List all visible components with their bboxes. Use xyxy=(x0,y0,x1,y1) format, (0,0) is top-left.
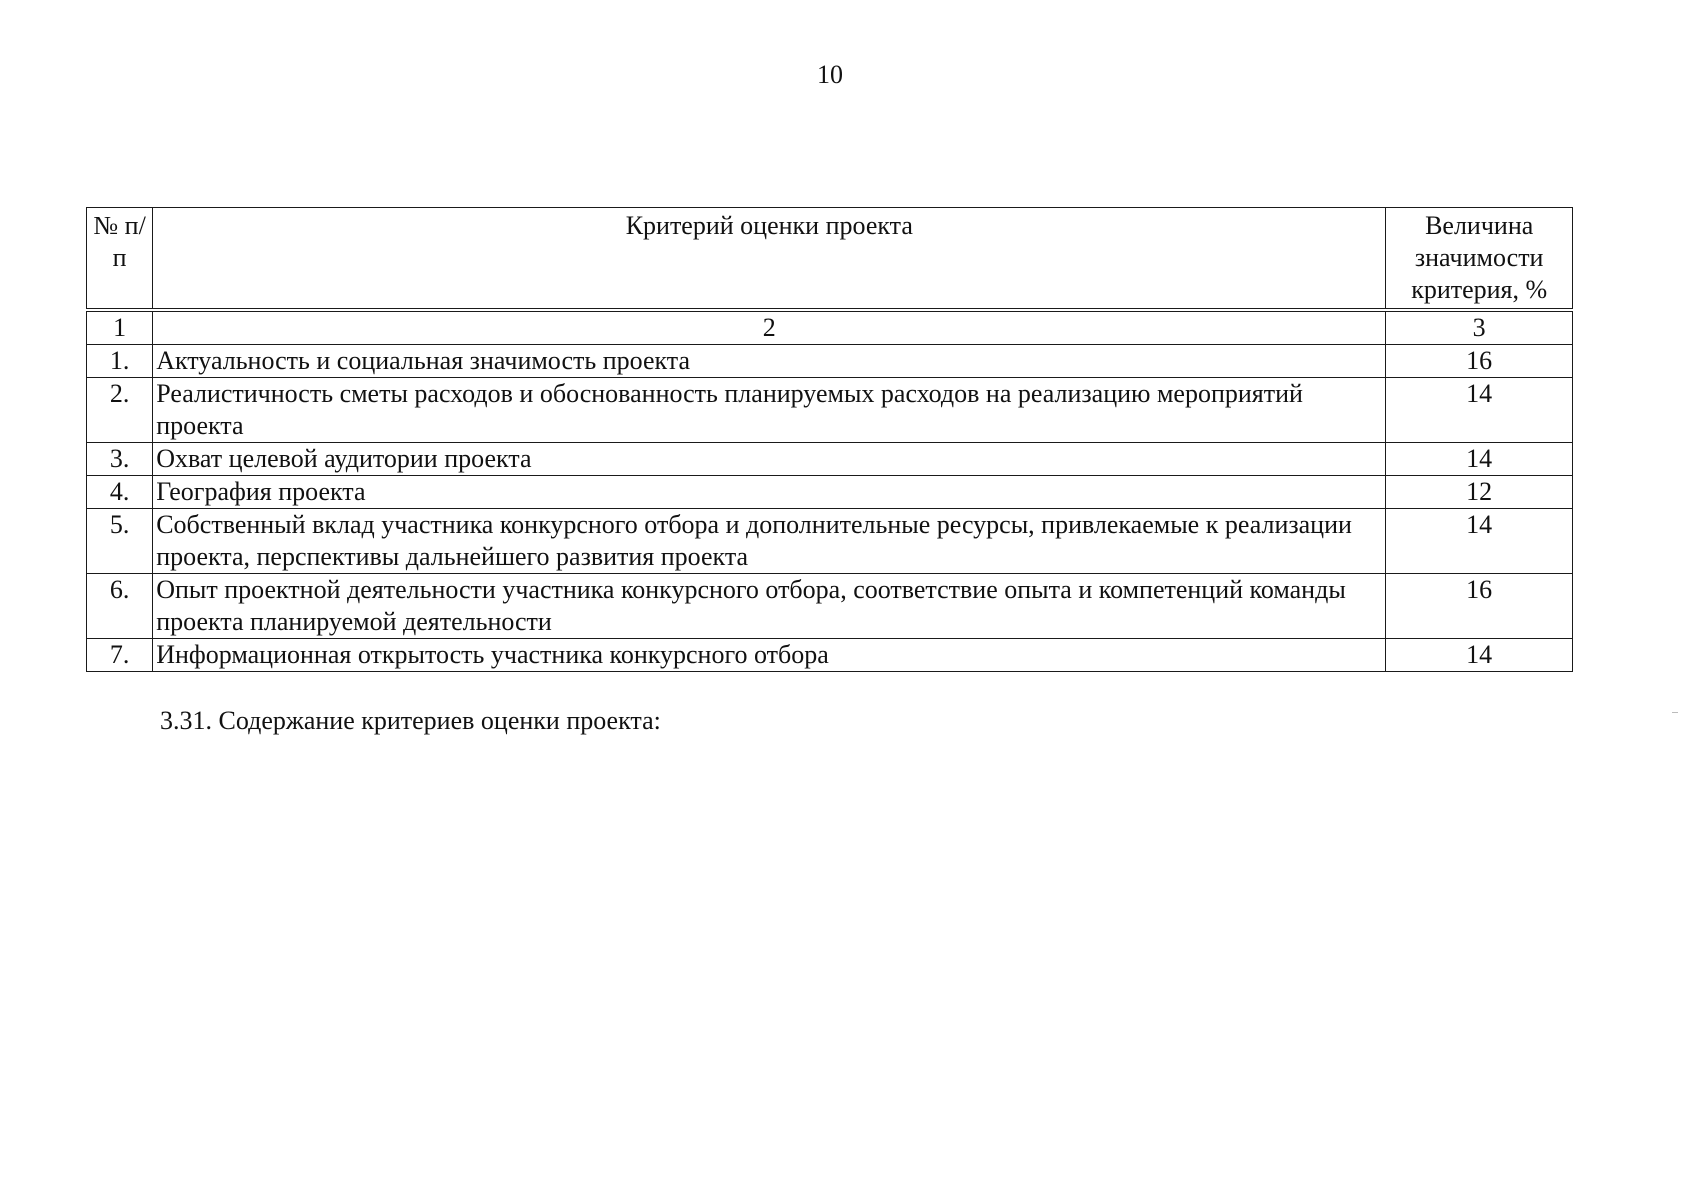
row-weight: 14 xyxy=(1386,639,1573,672)
row-criterion: Охват целевой аудитории проекта xyxy=(153,443,1386,476)
header-criterion: Критерий оценки проекта xyxy=(153,208,1386,311)
page-number: 10 xyxy=(817,60,843,89)
header-row xyxy=(87,208,1573,311)
row-number: 7. xyxy=(87,639,153,672)
criteria-table xyxy=(86,207,1573,672)
table-row xyxy=(87,378,1573,443)
row-weight: 14 xyxy=(1386,378,1573,443)
table-row xyxy=(87,476,1573,509)
table-row xyxy=(87,574,1573,639)
row-criterion: География проекта xyxy=(153,476,1386,509)
row-criterion: Информационная открытость участника конкурсного отбора xyxy=(153,639,1386,672)
row-number: 3. xyxy=(87,443,153,476)
row-number: 6. xyxy=(87,574,153,639)
column-number-3: 3 xyxy=(1386,310,1573,345)
row-number: 5. xyxy=(87,509,153,574)
scan-speck xyxy=(1672,712,1678,713)
row-number: 2. xyxy=(87,378,153,443)
row-weight: 12 xyxy=(1386,476,1573,509)
table-row xyxy=(87,509,1573,574)
table-body xyxy=(87,310,1573,672)
row-number: 4. xyxy=(87,476,153,509)
row-number: 1. xyxy=(87,345,153,378)
table-header xyxy=(87,208,1573,311)
row-weight: 16 xyxy=(1386,345,1573,378)
row-weight: 14 xyxy=(1386,443,1573,476)
header-num: № п/п xyxy=(87,208,153,311)
row-weight: 16 xyxy=(1386,574,1573,639)
row-criterion: Реалистичность сметы расходов и обоснованность планируемых расходов на реализацию мероприятий проекта xyxy=(153,378,1386,443)
row-criterion: Актуальность и социальная значимость проекта xyxy=(153,345,1386,378)
row-weight: 14 xyxy=(1386,509,1573,574)
row-criterion: Собственный вклад участника конкурсного отбора и дополнительные ресурсы, привлекаемые к реализации проекта, перспективы дальнейшего развития проекта xyxy=(153,509,1386,574)
table-row xyxy=(87,443,1573,476)
column-number-2: 2 xyxy=(153,310,1386,345)
section-paragraph: 3.31. Содержание критериев оценки проекта: xyxy=(160,706,661,735)
column-number-1: 1 xyxy=(87,310,153,345)
row-criterion: Опыт проектной деятельности участника конкурсного отбора, соответствие опыта и компетенций команды проекта планируемой деятельности xyxy=(153,574,1386,639)
table-row xyxy=(87,345,1573,378)
column-number-row xyxy=(87,310,1573,345)
table-row xyxy=(87,639,1573,672)
header-weight: Величина значимости критерия, % xyxy=(1386,208,1573,311)
